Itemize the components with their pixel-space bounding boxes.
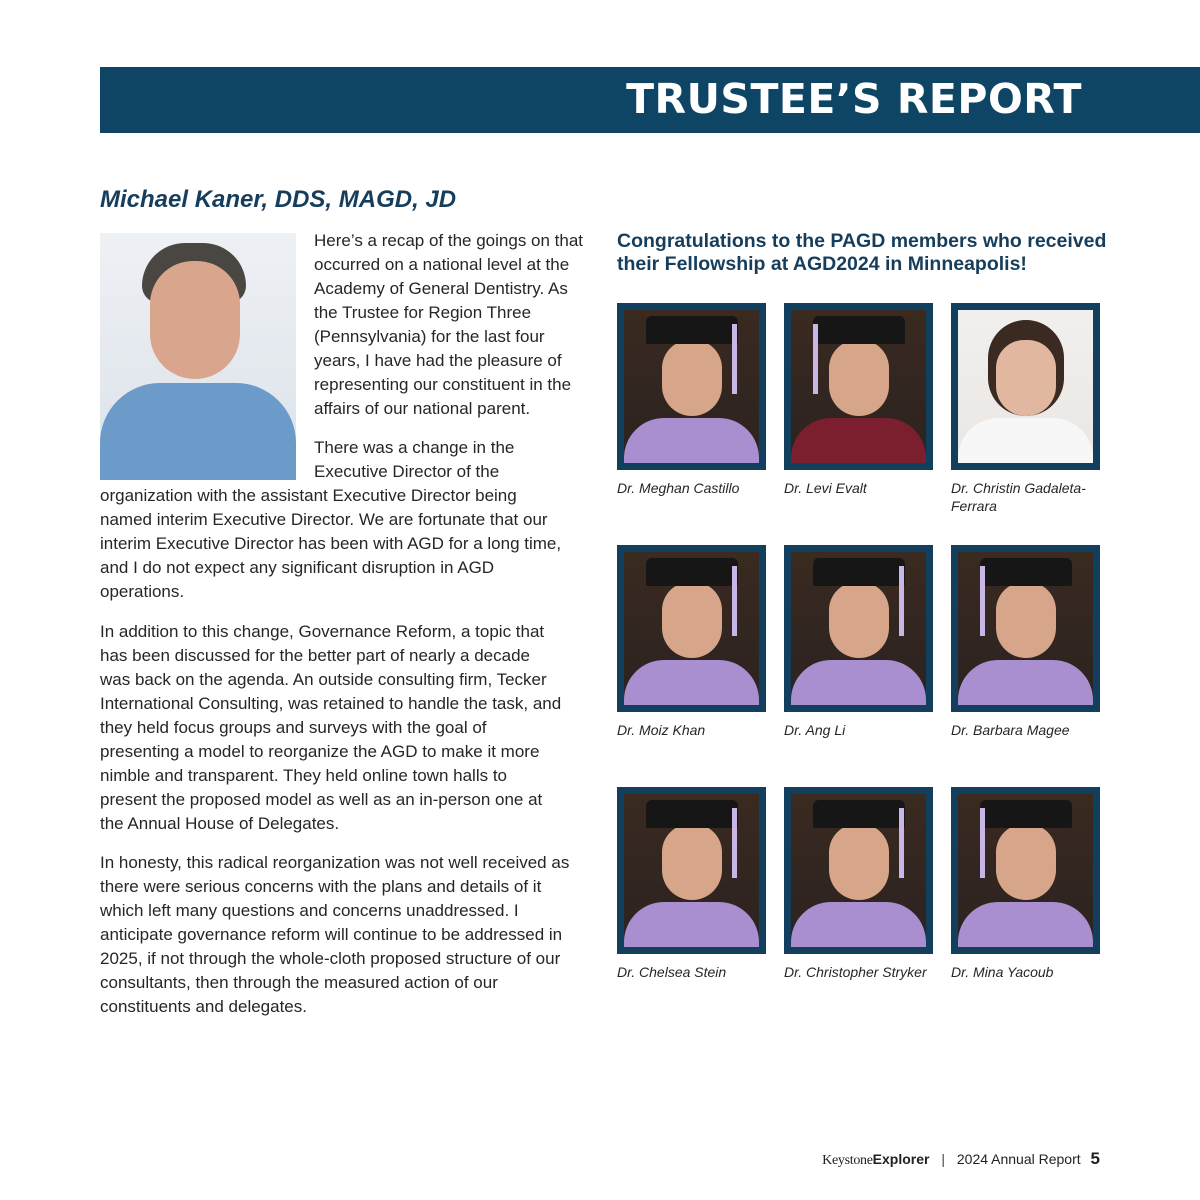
fellow-name: Dr. Meghan Castillo: [617, 480, 740, 496]
footer-report-title: 2024 Annual Report: [956, 1151, 1081, 1167]
fellow-photo: [784, 787, 933, 954]
congratulations-heading: Congratulations to the PAGD members who received their Fellowship at AGD2024 in Minneapolis!: [617, 230, 1107, 275]
fellow-photo: [951, 545, 1100, 712]
section-banner: [100, 67, 1200, 133]
section-title: TRUSTEE’S REPORT: [626, 75, 1082, 123]
author-name: Michael Kaner, DDS, MAGD, JD: [100, 186, 457, 213]
fellow-name: Dr. Barbara Magee: [951, 722, 1070, 738]
footer-brand-explorer: Explorer: [872, 1151, 930, 1167]
page-footer: [822, 1149, 1100, 1169]
fellow-name: Dr. Christopher Stryker: [784, 964, 927, 980]
fellow-photo: [784, 303, 933, 470]
fellow-photo: [951, 787, 1100, 954]
footer-brand-keystone: Keystone: [822, 1153, 873, 1168]
footer-separator: |: [941, 1151, 945, 1167]
fellow-photo: [784, 545, 933, 712]
fellow-name: Dr. Chelsea Stein: [617, 964, 727, 980]
paragraph-1: Here’s a recap of the goings on that occurred on a national level at the Academy of General Dentistry. As the Trustee for Region Three (Pennsylvania) for the last four years, I have had the pleasure of representing our constituent in the affairs of our national parent.: [314, 231, 584, 418]
paragraph-4: In honesty, this radical reorganization was not well received as there were serious concerns with the plans and details of it which left many questions and concerns unaddressed. I anticipate governance reform will continue to be addressed in 2025, if not through the whole-cloth proposed structure of our consultants, then through the measured action of our constituents and delegates.: [100, 853, 570, 1016]
paragraph-2-lead: There was a change in the Executive Director of the: [314, 438, 515, 481]
page-number: 5: [1090, 1149, 1100, 1168]
fellow-photo: [951, 303, 1100, 470]
paragraph-2-rest: organization with the assistant Executive Director being named interim Executive Director. We are fortunate that our interim Executive Director has been with AGD for a long time, and I do not expect any significant disruption in AGD operations.: [100, 486, 562, 601]
fellow-name: Dr. Ang Li: [784, 722, 846, 738]
fellow-name: Dr. Moiz Khan: [617, 722, 706, 738]
paragraph-3: In addition to this change, Governance Reform, a topic that has been discussed for the better part of nearly a decade was back on the agenda. An outside consulting firm, Tecker International Consulting, was retained to handle the task, and they held focus groups and surveys with the goal of presenting a model to reorganize the AGD to make it more nimble and transparent. They held online town halls to present the proposed model as well as an in-person one at the Annual House of Delegates.: [100, 622, 562, 833]
fellow-name: Dr. Mina Yacoub: [951, 964, 1054, 980]
fellow-name: Dr. Levi Evalt: [784, 480, 867, 496]
fellow-photo: [617, 303, 766, 470]
fellow-photo: [617, 545, 766, 712]
fellow-photo: [617, 787, 766, 954]
paragraph-2: [100, 436, 570, 604]
fellow-name: Dr. Christin Gadaleta-Ferrara: [951, 480, 1086, 514]
